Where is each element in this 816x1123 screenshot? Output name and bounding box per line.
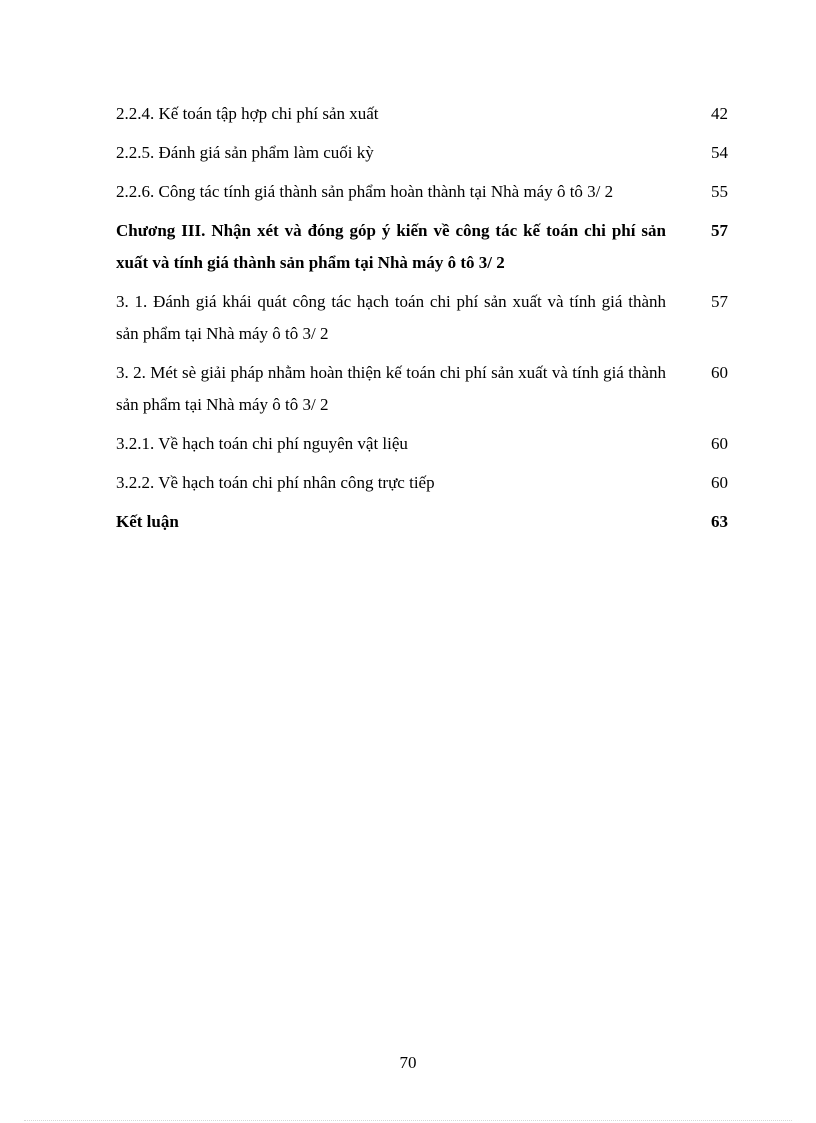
toc-entry-title: 3.2.1. Về hạch toán chi phí nguyên vật liệu (116, 434, 408, 453)
toc-chapter-heading (116, 215, 728, 279)
toc-entry-title: 3. 1. Đánh giá khái quát công tác hạch toán chi phí sản xuất và tính giá thành sản phẩm tại Nhà máy ô tô 3/ 2 (116, 292, 666, 343)
toc-entry-page: 42 (711, 104, 728, 123)
page-bottom-divider (24, 1120, 792, 1121)
toc-entry (116, 137, 728, 169)
toc-entry-title: 3.2.2. Về hạch toán chi phí nhân công trực tiếp (116, 473, 435, 492)
toc-entry-title: Kết luận (116, 512, 179, 531)
page-number: 70 (399, 1053, 417, 1072)
toc-entry (116, 467, 728, 499)
toc-entry-page: 54 (711, 143, 728, 162)
toc-entry-page: 60 (711, 363, 728, 382)
toc-entry-page: 60 (711, 473, 728, 492)
toc-entry-title: 2.2.6. Công tác tính giá thành sản phẩm hoàn thành tại Nhà máy ô tô 3/ 2 (116, 182, 614, 201)
toc-entry (116, 428, 728, 460)
toc-entry (116, 286, 728, 350)
toc-entry (116, 176, 728, 208)
toc-conclusion-heading (116, 506, 728, 538)
toc-entry-page: 57 (711, 221, 728, 240)
toc-entry-page: 60 (711, 434, 728, 453)
toc-entry-title: 2.2.5. Đánh giá sản phẩm làm cuối kỳ (116, 143, 374, 162)
toc-entry-title: 2.2.4. Kế toán tập hợp chi phí sản xuất (116, 104, 379, 123)
toc-entry (116, 357, 728, 421)
table-of-contents (116, 98, 728, 545)
toc-entry (116, 98, 728, 130)
toc-entry-title: 3. 2. Mét sè giải pháp nhằm hoàn thiện kế toán chi phí sản xuất và tính giá thành sản phẩm tại Nhà máy ô tô 3/ 2 (116, 363, 666, 414)
toc-entry-title: Chương III. Nhận xét và đóng góp ý kiến về công tác kế toán chi phí sản xuất và tính giá thành sản phẩm tại Nhà máy ô tô 3/ 2 (116, 221, 666, 272)
toc-entry-page: 55 (711, 182, 728, 201)
toc-entry-page: 63 (711, 512, 728, 531)
toc-entry-page: 57 (711, 292, 728, 311)
